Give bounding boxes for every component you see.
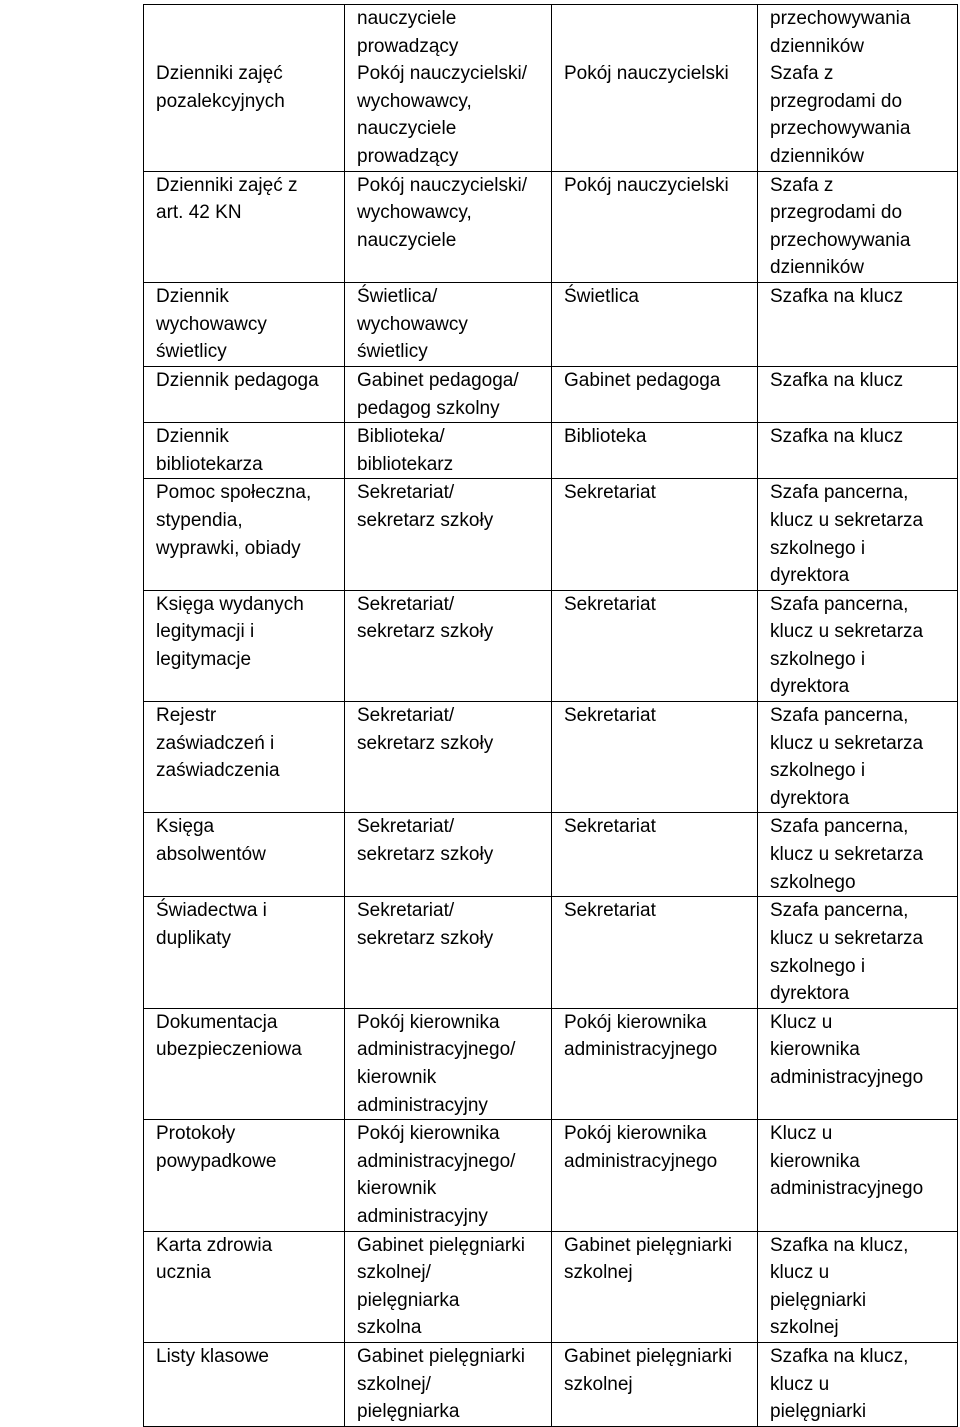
document-cell: Księga wydanych legitymacji i legitymacje: [144, 590, 345, 701]
document-cell: Karta zdrowia ucznia: [144, 1231, 345, 1342]
table-row: [144, 1342, 958, 1426]
document-cell: Pomoc społeczna, stypendia, wyprawki, obiady: [144, 479, 345, 590]
room-cell: Sekretariat: [552, 702, 758, 813]
room-cell: Świetlica: [552, 282, 758, 366]
location-user-cell: Pokój kierownika administracyjnego/ kierownik administracyjny: [345, 1120, 552, 1231]
table-row: [144, 1120, 958, 1231]
document-cell: Protokoły powypadkowe: [144, 1120, 345, 1231]
room-cell: Pokój nauczycielski: [552, 171, 758, 282]
storage-cell: Szafka na klucz, klucz u pielęgniarki szkolnej: [758, 1231, 958, 1342]
table-row: [144, 590, 958, 701]
table-row: [144, 5, 958, 172]
location-user-cell: Sekretariat/ sekretarz szkoły: [345, 702, 552, 813]
table-row: [144, 282, 958, 366]
document-cell: Dzienniki zajęć pozalekcyjnych: [144, 5, 345, 172]
storage-cell: Szafa pancerna, klucz u sekretarza szkolnego i dyrektora: [758, 590, 958, 701]
storage-cell: Szafka na klucz: [758, 366, 958, 422]
storage-cell: Szafka na klucz: [758, 423, 958, 479]
document-cell: Księga absolwentów: [144, 813, 345, 897]
location-user-cell: Sekretariat/ sekretarz szkoły: [345, 479, 552, 590]
document-cell: Dziennik bibliotekarza: [144, 423, 345, 479]
storage-cell: Szafka na klucz, klucz u pielęgniarki: [758, 1342, 958, 1426]
storage-cell: Klucz u kierownika administracyjnego: [758, 1008, 958, 1119]
room-cell: Pokój kierownika administracyjnego: [552, 1008, 758, 1119]
location-user-cell: Sekretariat/ sekretarz szkoły: [345, 813, 552, 897]
table-row: [144, 171, 958, 282]
table-row: [144, 423, 958, 479]
room-cell: Gabinet pielęgniarki szkolnej: [552, 1231, 758, 1342]
storage-cell: Szafa pancerna, klucz u sekretarza szkolnego i dyrektora: [758, 702, 958, 813]
document-cell: Rejestr zaświadczeń i zaświadczenia: [144, 702, 345, 813]
storage-cell: Klucz u kierownika administracyjnego: [758, 1120, 958, 1231]
location-user-cell: Sekretariat/ sekretarz szkoły: [345, 897, 552, 1008]
storage-cell: Szafa pancerna, klucz u sekretarza szkolnego: [758, 813, 958, 897]
room-cell: Sekretariat: [552, 590, 758, 701]
table-row: [144, 479, 958, 590]
location-user-cell: Świetlica/ wychowawcy świetlicy: [345, 282, 552, 366]
location-user-cell: Pokój nauczycielski/ wychowawcy, nauczyciele: [345, 171, 552, 282]
location-user-cell: Gabinet pielęgniarki szkolnej/ pielęgniarka: [345, 1342, 552, 1426]
room-cell: Sekretariat: [552, 813, 758, 897]
storage-cell: Szafa z przegrodami do przechowywania dzienników: [758, 171, 958, 282]
location-user-cell: Gabinet pielęgniarki szkolnej/ pielęgniarka szkolna: [345, 1231, 552, 1342]
table-row: [144, 1231, 958, 1342]
document-cell: Dziennik pedagoga: [144, 366, 345, 422]
location-user-cell: Pokój kierownika administracyjnego/ kierownik administracyjny: [345, 1008, 552, 1119]
storage-cell: Szafka na klucz: [758, 282, 958, 366]
room-cell: Sekretariat: [552, 479, 758, 590]
location-user-cell: Gabinet pedagoga/ pedagog szkolny: [345, 366, 552, 422]
table-row: [144, 813, 958, 897]
room-cell: Pokój kierownika administracyjnego: [552, 1120, 758, 1231]
room-cell: Pokój nauczycielski: [552, 5, 758, 172]
documents-storage-table: [143, 4, 958, 1427]
room-cell: Biblioteka: [552, 423, 758, 479]
document-cell: Dzienniki zajęć z art. 42 KN: [144, 171, 345, 282]
location-user-cell: nauczyciele prowadzący Pokój nauczycielski/ wychowawcy, nauczyciele prowadzący: [345, 5, 552, 172]
table-row: [144, 1008, 958, 1119]
table-row: [144, 897, 958, 1008]
room-cell: Gabinet pedagoga: [552, 366, 758, 422]
document-cell: Listy klasowe: [144, 1342, 345, 1426]
storage-cell: Szafa pancerna, klucz u sekretarza szkolnego i dyrektora: [758, 897, 958, 1008]
table-row: [144, 366, 958, 422]
table-row: [144, 702, 958, 813]
document-cell: Świadectwa i duplikaty: [144, 897, 345, 1008]
document-cell: Dokumentacja ubezpieczeniowa: [144, 1008, 345, 1119]
storage-cell: Szafa pancerna, klucz u sekretarza szkolnego i dyrektora: [758, 479, 958, 590]
document-cell: Dziennik wychowawcy świetlicy: [144, 282, 345, 366]
room-cell: Sekretariat: [552, 897, 758, 1008]
room-cell: Gabinet pielęgniarki szkolnej: [552, 1342, 758, 1426]
location-user-cell: Biblioteka/ bibliotekarz: [345, 423, 552, 479]
location-user-cell: Sekretariat/ sekretarz szkoły: [345, 590, 552, 701]
storage-cell: przechowywania dzienników Szafa z przegrodami do przechowywania dzienników: [758, 5, 958, 172]
